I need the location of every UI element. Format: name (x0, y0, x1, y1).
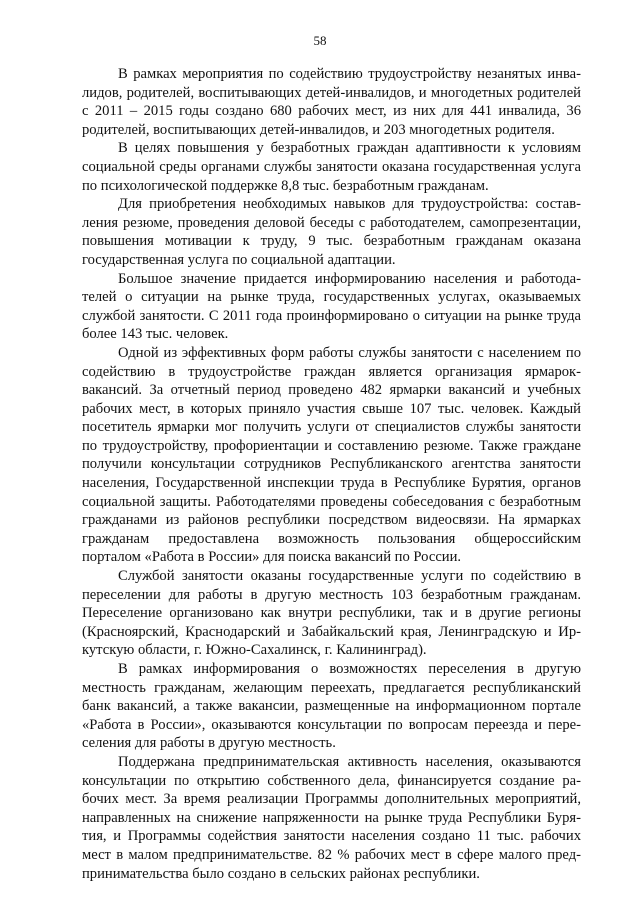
paragraph-informing-population: Большое значение придается информированию населения и работодателей о ситуации на рынке труда, государственных услугах, оказываемых службой занятости. С 2011 года проинформировано о ситуации на рынке труда более 143 тыс. человек. (82, 270, 581, 343)
body-text (82, 65, 581, 883)
paragraph-entrepreneurship: Поддержана предпринимательская активность населения, оказываются консультации по открытию собственного дела, финансируется создание рабочих мест. За время реализации Программы дополнительных мероприятий, направленных на снижение напряженности на рынке труда Республики Бурятия, и Программы содействия занятости населения создано 11 тыс. рабочих мест в малом предпринимательстве. 82 % рабочих мест в сфере малого предпринимательства было создано в сельских районах республики. (82, 753, 581, 882)
paragraph-employment-disabled: В рамках мероприятия по содействию трудоустройству незанятых инвалидов, родителей, воспитывающих детей-инвалидов, и многодетных родителей с 2011 – 2015 годы создано 680 рабочих мест, из них для 441 инвалида, 36 родителей, воспитывающих детей-инвалидов, и 203 многодетных родителя. (82, 66, 581, 138)
paragraph-social-adaptation: Для приобретения необходимых навыков для трудоустройства: составления резюме, проведения деловой беседы с работодателем, самопрезентации, повышения мотивации к труду, 9 тыс. безработным гражданам оказана государственная услуга по социальной адаптации. (82, 196, 581, 268)
paragraph-relocation-information: В рамках информирования о возможностях переселения в другую местность гражданам, желающим переехать, предлагается республиканский банк вакансий, а также вакансии, размещенные на информационном портале «Работа в России», оказываются консультации по вопросам переезда и переселения для работы в другую местность. (82, 661, 581, 752)
paragraph-relocation-services: Службой занятости оказаны государственные услуги по содействию в переселении для работы в другую местность 103 безработным гражданам. Переселение организовано как внутри республики, так и в другие регионы (Красноярский, Краснодарский и Забайкальский края, Ленинградскую и Иркутскую области, г. Южно-Сахалинск, г. Калининград). (82, 568, 581, 659)
paragraph-job-fairs: Одной из эффективных форм работы службы занятости с населением по содействию в трудоустройстве граждан является организация ярмарок-вакансий. За отчетный период проведено 482 ярмарки вакансий и учебных рабочих мест, в которых приняло участия свыше 107 тыс. человек. Каждый посетитель ярмарки мог получить услуги от специалистов службы занятости по трудоустройству, профориентации и составлению резюме. Также граждане получили консультации сотрудников Республиканского агентства занятости населения, Государственной инспекции труда в Республике Бурятия, органов социальной защиты. Работодателями проведены собеседования с безработным гражданами из районов республики посредством видеосвязи. На ярмарках гражданам предоставлена возможность пользования общероссийским порталом «Работа в России» для поиска вакансий по России. (82, 344, 581, 566)
paragraph-psychological-support: В целях повышения у безработных граждан адаптивности к условиям социальной среды органами службы занятости оказана государственная услуга по психологической поддержке 8,8 тыс. безработным гражданам. (82, 140, 581, 194)
page-number: 58 (313, 33, 327, 48)
